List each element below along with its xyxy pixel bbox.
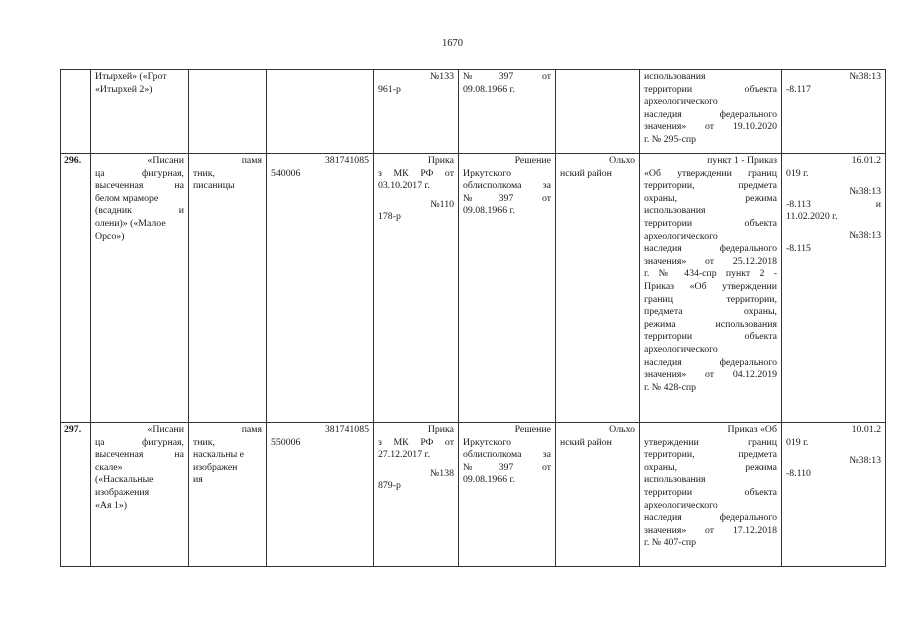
heritage-register-table [60,69,886,567]
cell-registry-number [267,70,374,154]
cell-number: 296. [61,154,91,423]
cell-object-name: Итырхей» («Грот «Итырхей 2») [91,70,189,154]
page-number: 1670 [442,38,463,49]
table-row [61,423,886,567]
cell-object-type: памя тник, наскальны е изображен ия [189,423,267,567]
cell-decision: Решение Иркутского облисполкома за №397 от 09.08.1966 г. [459,154,556,423]
cell-registry-number: 381741085 550006 [267,423,374,567]
cell-registration: №38:13 -8.117 [782,70,886,154]
cell-decision: №397 от 09.08.1966 г. [459,70,556,154]
cell-number [61,70,91,154]
cell-object-type: памя тник, писаницы [189,154,267,423]
cell-ministry-order: №133 961-р [374,70,459,154]
cell-object-name: «Писани ца фигурная, высеченная на белом мраморе (всадник и олени)» («Малое Орсо») [91,154,189,423]
cell-location: Ольхо нский район [556,423,640,567]
cell-object-name: «Писани ца фигурная, высеченная на скале» («Наскальные изображения «Ая 1») [91,423,189,567]
cell-decision: Решение Иркутского облисполкома за №397 от 09.08.1966 г. [459,423,556,567]
cell-registration: 10.01.2 019 г. №38:13 -8.110 [782,423,886,567]
cell-ministry-order: Прика з МК РФ от 03.10.2017 г. №110 178-р [374,154,459,423]
cell-registry-number: 381741085 540006 [267,154,374,423]
cell-registration: 16.01.2 019 г. №38:13 -8.113 и 11.02.2020 г. №38:13 -8.115 [782,154,886,423]
cell-ministry-order: Прика з МК РФ от 27.12.2017 г. №138 879-р [374,423,459,567]
cell-number: 297. [61,423,91,567]
cell-boundary-docs: использования территории объекта археологического наследия федерального значения» от 19.10.2020 г. № 295-спр [640,70,782,154]
table-row-continued [61,70,886,154]
cell-object-type [189,70,267,154]
cell-location: Ольхо нский район [556,154,640,423]
cell-boundary-docs: Приказ «Об утверждении границ территории, предмета охраны, режима использования территории объекта археологического наследия федерального значения» от 17.12.2018 г. № 407-спр [640,423,782,567]
cell-location [556,70,640,154]
cell-boundary-docs: пункт 1 - Приказ «Об утверждении границ территории, предмета охраны, режима использования территории объекта археологического наследия федерального значения» от 25.12.2018 г. № 434-спр пункт 2 - Приказ «Об утверждении границ территории, предмета охраны, режима использования территории объекта археологического наследия федерального значения» от 04.12.2019 г. № 428-спр [640,154,782,423]
table-row [61,154,886,423]
